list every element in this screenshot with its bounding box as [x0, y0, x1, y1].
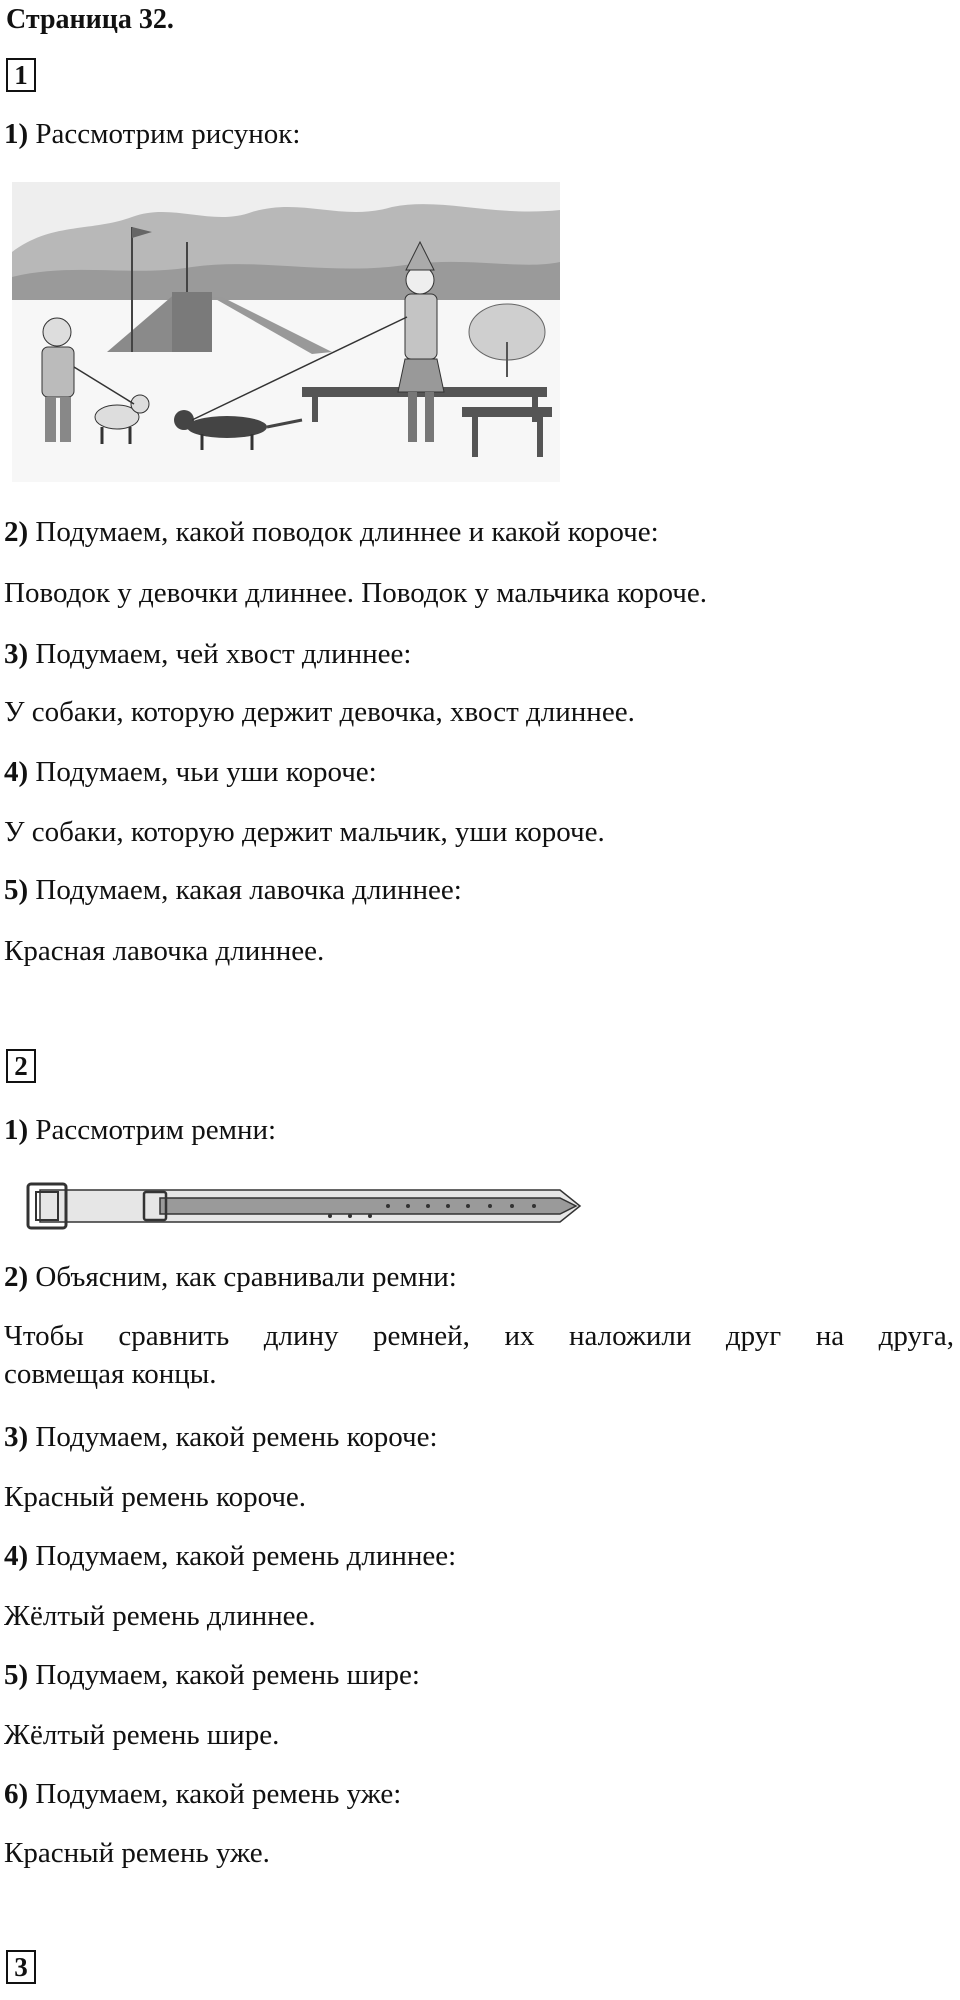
task-2-step-5: 5) Подумаем, какой ремень шире:	[4, 1659, 420, 1691]
task-2-answer-2	[4, 1317, 954, 1393]
task-2-answer-2-line-1: Чтобы сравнить длину ремней, их наложили друг на друга,	[4, 1320, 954, 1352]
task-2-step-4: 4) Подумаем, какой ремень длиннее:	[4, 1540, 457, 1572]
task-2-answer-4: Жёлтый ремень длиннее.	[4, 1600, 316, 1632]
task-1-answer-5: Красная лавочка длиннее.	[4, 935, 325, 967]
task-1-step-4: 4) Подумаем, чьи уши короче:	[4, 756, 377, 788]
task-1-answer-4: У собаки, которую держит мальчик, уши короче.	[4, 816, 605, 848]
task-1-step-5: 5) Подумаем, какая лавочка длиннее:	[4, 874, 462, 906]
task-2-answer-2-line-2: совмещая концы.	[4, 1358, 217, 1390]
task-2-step-1: 1) Рассмотрим ремни:	[4, 1114, 277, 1146]
winter-walk-illustration	[12, 182, 560, 482]
belts-illustration	[20, 1176, 600, 1236]
page-title: Страница 32.	[6, 4, 174, 35]
task-2-answer-5: Жёлтый ремень шире.	[4, 1719, 280, 1751]
task-2-step-3: 3) Подумаем, какой ремень короче:	[4, 1421, 438, 1453]
task-2-number: 2	[6, 1049, 36, 1083]
task-1-step-3: 3) Подумаем, чей хвост длиннее:	[4, 638, 412, 670]
task-1-step-2: 2) Подумаем, какой поводок длиннее и какой короче:	[4, 516, 659, 548]
task-1-number: 1	[6, 58, 36, 92]
task-2-answer-3: Красный ремень короче.	[4, 1481, 307, 1513]
task-2-step-2: 2) Объясним, как сравнивали ремни:	[4, 1261, 457, 1293]
task-3-number: 3	[6, 1950, 36, 1984]
task-2-answer-6: Красный ремень уже.	[4, 1837, 270, 1869]
task-1-answer-2: Поводок у девочки длиннее. Поводок у мальчика короче.	[4, 577, 707, 609]
task-2-step-6: 6) Подумаем, какой ремень уже:	[4, 1778, 402, 1810]
task-1-step-1: 1) Рассмотрим рисунок:	[4, 118, 301, 150]
task-1-answer-3: У собаки, которую держит девочка, хвост длиннее.	[4, 696, 635, 728]
